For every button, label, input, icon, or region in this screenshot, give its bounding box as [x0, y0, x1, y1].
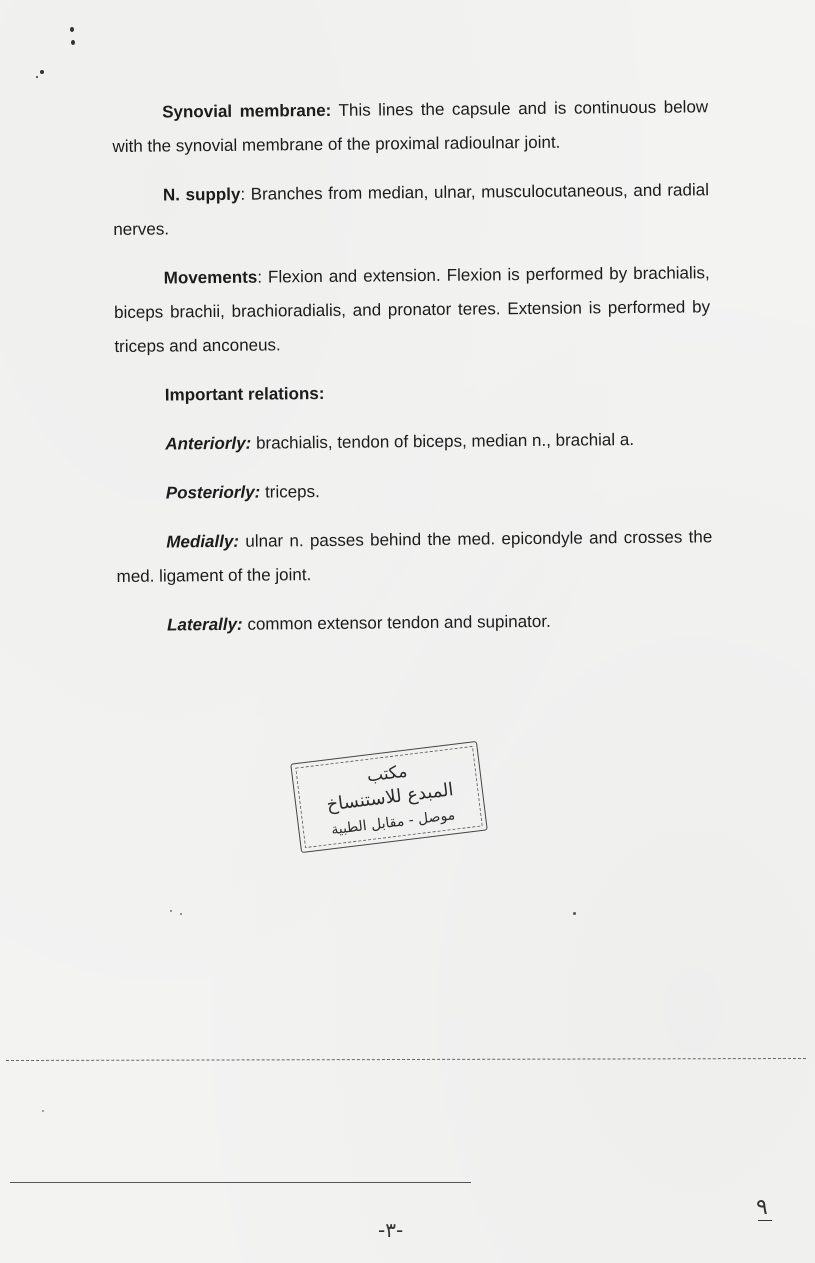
- handwritten-page-mark: ٩: [756, 1195, 768, 1220]
- text-medially: ulnar n. passes behind the med. epicondyle and crosses the med. ligament of the joint.: [116, 527, 713, 586]
- term-synovial-membrane: Synovial membrane:: [162, 100, 332, 122]
- text-posteriorly: triceps.: [260, 482, 320, 502]
- term-posteriorly: Posteriorly:: [165, 482, 261, 503]
- scan-speck: [70, 27, 74, 32]
- scan-speck: [170, 910, 172, 912]
- term-medially: Medially:: [166, 531, 240, 552]
- dashed-separator: [6, 1058, 806, 1061]
- paragraph-anteriorly: [115, 422, 711, 462]
- term-anteriorly: Anteriorly:: [165, 433, 252, 454]
- stamp-line-2: المبدع للاستنساخ: [325, 779, 455, 816]
- paragraph-movements: [114, 256, 711, 364]
- paragraph-laterally: [117, 603, 713, 643]
- paragraph-nerve-supply: [113, 173, 710, 247]
- page-number: -٣-: [378, 1218, 404, 1242]
- copy-shop-stamp: [290, 741, 488, 853]
- term-nerve-supply: N. supply: [162, 184, 241, 205]
- scan-speck: [42, 1110, 44, 1112]
- scan-speck: [40, 70, 44, 74]
- paragraph-medially: [116, 520, 713, 594]
- scan-speck: [36, 76, 38, 78]
- heading-important-relations: Important relations:: [164, 383, 325, 405]
- stamp-line-1: مكتب: [365, 761, 409, 787]
- page-body: [112, 90, 713, 658]
- scan-speck: [71, 40, 75, 45]
- stamp-artwork: [291, 742, 489, 854]
- scan-speck: [573, 912, 576, 915]
- term-laterally: Laterally:: [166, 614, 243, 635]
- footer-rule: [10, 1182, 471, 1183]
- term-movements: Movements: [163, 267, 258, 288]
- stamp-line-3: موصل - مقابل الطبية: [330, 807, 456, 839]
- page-mark-underline: [758, 1220, 772, 1221]
- text-nerve-supply: : Branches from median, ulnar, musculocutaneous, and radial nerves.: [113, 180, 710, 239]
- paragraph-synovial-membrane: [112, 90, 709, 164]
- text-anteriorly: brachialis, tendon of biceps, median n., brachial a.: [251, 430, 635, 453]
- text-laterally: common extensor tendon and supinator.: [242, 611, 551, 634]
- scan-speck: [180, 913, 182, 915]
- text-movements: : Flexion and extension. Flexion is performed by brachialis, biceps brachii, brachioradialis, and pronator teres. Extension is performed by triceps and anconeus.: [113, 263, 711, 356]
- text-synovial-membrane: This lines the capsule and is continuous below with the synovial membrane of the proximal radioulnar joint.: [112, 97, 709, 156]
- paragraph-posteriorly: [116, 471, 712, 511]
